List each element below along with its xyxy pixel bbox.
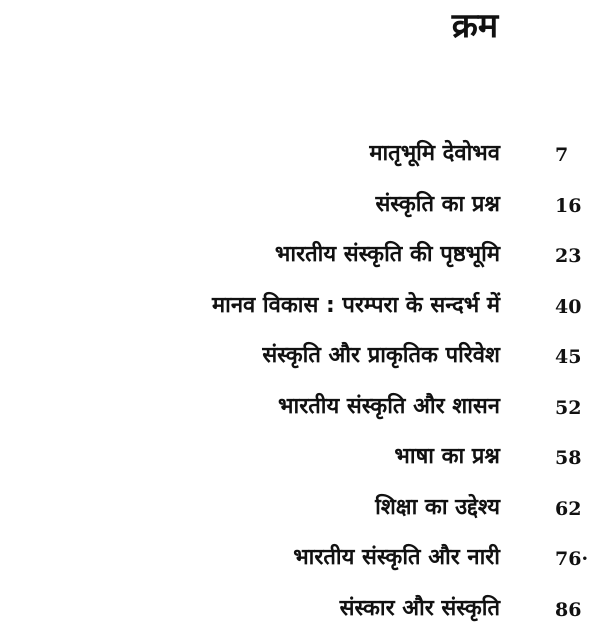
toc-entry [0, 236, 600, 287]
contents-heading: क्रम [420, 2, 530, 50]
toc-entry-page-number: 7 [555, 141, 568, 169]
toc-entry [0, 186, 600, 237]
toc-entry-page-number: 76· [555, 545, 588, 573]
toc-entry-page-number: 58 [555, 444, 581, 472]
toc-entry-title: भारतीय संस्कृति की पृष्ठभूमि [275, 238, 500, 272]
toc-entry [0, 337, 600, 388]
toc-entry-title: भारतीय संस्कृति और नारी [293, 541, 500, 575]
toc-entry-page-number: 23 [555, 242, 581, 270]
toc-entry [0, 539, 600, 590]
toc-entry [0, 590, 600, 640]
toc-entry-page-number: 16 [555, 192, 581, 220]
toc-entry-page-number: 62 [555, 495, 581, 523]
toc-entry-title: संस्कृति और प्राकृतिक परिवेश [262, 339, 500, 373]
toc-entry-page-number: 45 [555, 343, 581, 371]
toc-entry-title: भारतीय संस्कृति और शासन [278, 390, 500, 424]
toc-entry-title: संस्कार और संस्कृति [340, 592, 500, 626]
toc-entry [0, 287, 600, 338]
toc-entry [0, 489, 600, 540]
toc-entry [0, 438, 600, 489]
toc-entry-title: संस्कृति का प्रश्न [375, 188, 500, 222]
toc-entry [0, 388, 600, 439]
toc-entry [0, 135, 600, 186]
toc-entry-page-number: 52 [555, 394, 581, 422]
toc-entry-page-number: 40 [555, 293, 581, 321]
toc-entry-title: शिक्षा का उद्देश्य [375, 491, 500, 525]
toc-entry-title: भाषा का प्रश्न [394, 440, 500, 474]
toc-entry-page-number: 86 [555, 596, 581, 624]
table-of-contents [0, 135, 600, 640]
toc-entry-title: मातृभूमि देवोभव [369, 137, 500, 171]
toc-entry-title: मानव विकास : परम्परा के सन्दर्भ में [212, 289, 500, 323]
